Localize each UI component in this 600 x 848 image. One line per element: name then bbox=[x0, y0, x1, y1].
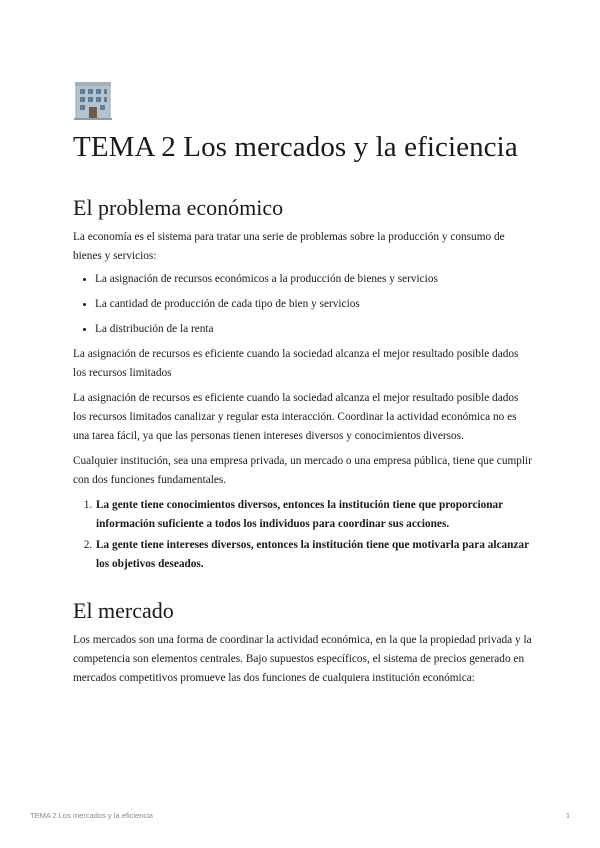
page-footer bbox=[30, 811, 570, 820]
list-item: 1. La gente tiene conocimientos diversos, entonces la institución tiene que proporcionar información suficiente a todos los individuos para coordinar sus acciones. bbox=[95, 496, 533, 534]
section-intro: La economía es el sistema para tratar una serie de problemas sobre la producción y consumo de bienes y servicios: bbox=[73, 231, 505, 262]
list-item: • La distribución de la renta bbox=[95, 320, 533, 339]
list-item: • La asignación de recursos económicos a la producción de bienes y servicios bbox=[95, 270, 533, 289]
numbered-list bbox=[73, 496, 533, 574]
paragraph: La asignación de recursos es eficiente cuando la sociedad alcanza el mejor resultado posible dados los recursos limitados canalizar y regular esta interacción. Coordinar la actividad económica no es una tarea fácil, ya que las personas tienen intereses diversos y conocimientos diversos. bbox=[73, 392, 519, 442]
bullet-list bbox=[73, 270, 533, 339]
office-building-icon bbox=[71, 78, 115, 122]
section-heading-problema: El problema económico bbox=[73, 195, 284, 220]
list-item: 2. La gente tiene intereses diversos, entonces la institución tiene que motivarla para alcanzar los objetivos deseados. bbox=[95, 536, 533, 574]
section-heading-mercado: El mercado bbox=[73, 598, 174, 623]
footer-title: TEMA 2 Los mercados y la eficiencia bbox=[30, 811, 153, 820]
list-item: • La cantidad de producción de cada tipo de bien y servicios bbox=[95, 295, 533, 314]
page-title: TEMA 2 Los mercados y la eficiencia bbox=[73, 131, 518, 163]
document-page bbox=[73, 78, 533, 688]
page-number: 1 bbox=[565, 811, 570, 820]
paragraph: Cualquier institución, sea una empresa privada, un mercado o una empresa pública, tiene que cumplir con dos funciones fundamentales. bbox=[73, 455, 532, 486]
paragraph: Los mercados son una forma de coordinar la actividad económica, en la que la propiedad privada y la competencia son elementos centrales. Bajo supuestos específicos, el sistema de precios generado en mercados competitivos promueve las dos funciones de cualquiera institución económica: bbox=[73, 634, 532, 684]
paragraph: La asignación de recursos es eficiente cuando la sociedad alcanza el mejor resultado posible dados los recursos limitados bbox=[73, 348, 519, 379]
